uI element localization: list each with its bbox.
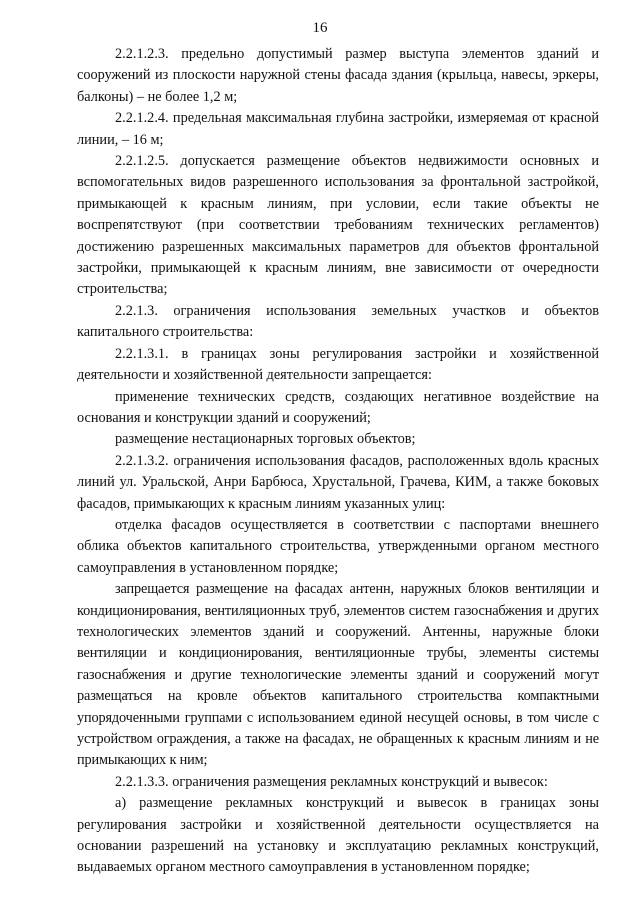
page-number: 16 xyxy=(312,20,328,36)
paragraph-2-2-1-3-3: 2.2.1.3.3. ограничения размещения рекламных конструкций и вывесок: xyxy=(115,773,548,790)
paragraph-2-2-1-2-3: 2.2.1.2.3. предельно допустимый размер выступа элементов зданий и сооружений из плоскости наружной стены фасада здания (крыльца, навесы, эркеры, балконы) – не более 1,2 м; xyxy=(77,46,599,105)
paragraph-facade-finishing: отделка фасадов осуществляется в соответствии с паспортами внешнего облика объектов капитального строительства, утвержденными органом местного самоуправления в установленном порядке; xyxy=(77,516,599,576)
paragraph-2-2-1-3: 2.2.1.3. ограничения использования земельных участков и объектов капитального строительства: xyxy=(77,302,599,341)
paragraph-prohibition-technical-means: применение технических средств, создающих негативное воздействие на основания и конструкции зданий и сооружений; xyxy=(77,388,599,426)
paragraph-prohibition-kiosks: размещение нестационарных торговых объектов; xyxy=(115,431,416,448)
paragraph-2-2-1-3-2: 2.2.1.3.2. ограничения использования фасадов, расположенных вдоль красных линий ул. Уральской, Анри Барбюса, Хрустальной, Грачева, КИМ, а также боковых фасадов, примыкающих к красным линиям указанных улиц: xyxy=(77,452,599,512)
paragraph-2-2-1-2-4: 2.2.1.2.4. предельная максимальная глубина застройки, измеряемая от красной линии, – 16 м; xyxy=(77,110,599,148)
paragraph-2-2-1-3-1: 2.2.1.3.1. в границах зоны регулирования застройки и хозяйственной деятельности и хозяйственной деятельности запрещается: xyxy=(77,345,599,384)
paragraph-2-2-1-2-5: 2.2.1.2.5. допускается размещение объектов недвижимости основных и вспомогательных видов разрешенного использования за фронтальной застройкой, примыкающей к красным линиям, при условии, если такие объекты не воспрепятствуют (при соответствии требованиям технических регламентов) достижению разрешенных максимальных параметров для объектов фронтальной застройки, примыкающей к красным линиям, вне зависимости от очередности строительства; xyxy=(77,153,599,298)
document-body xyxy=(77,44,599,879)
paragraph-advertising-a: а) размещение рекламных конструкций и вывесок в границах зоны регулирования застройки и хозяйственной деятельности осуществляется на основании разрешений на установку и эксплуатацию рекламных конструкций, выдаваемых органом местного самоуправления в установленном порядке; xyxy=(77,795,599,876)
paragraph-facade-equipment: запрещается размещение на фасадах антенн, наружных блоков вентиляции и кондиционирования, вентиляционных труб, элементов систем газоснабжения и других технологических элементов зданий и сооружений. Антенны, наружные блоки вентиляции и кондиционирования, вентиляционные трубы, элементы системы газоснабжения и другие технологические элементы зданий и сооружений могут размещаться на кровле объектов капитального строительства компактными упорядоченными группами с использованием единой несущей основы, в том числе с устройством ограждения, а также на фасадах, не обращенных к красным линиям и не примыкающих к ним; xyxy=(77,581,599,769)
